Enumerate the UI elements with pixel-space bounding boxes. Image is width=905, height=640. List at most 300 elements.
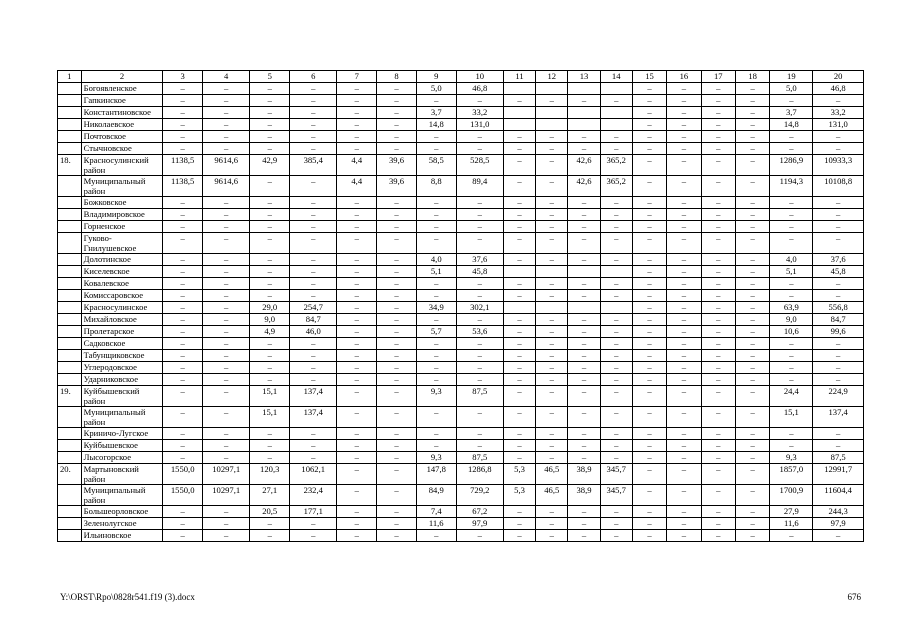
value-cell xyxy=(503,119,535,131)
value-cell: – xyxy=(813,350,864,362)
value-cell: – xyxy=(600,290,632,302)
value-cell: – xyxy=(163,83,203,95)
value-cell: – xyxy=(536,374,568,386)
row-name-cell: Лысогорское xyxy=(81,452,163,464)
value-cell: – xyxy=(735,440,769,452)
value-cell: – xyxy=(290,107,337,119)
value-cell: – xyxy=(813,221,864,233)
row-number-cell xyxy=(58,428,82,440)
value-cell: – xyxy=(667,302,701,314)
value-cell: – xyxy=(416,407,456,428)
value-cell: – xyxy=(163,143,203,155)
row-name-cell: Мартыновский район xyxy=(81,464,163,485)
value-cell: 15,1 xyxy=(250,386,290,407)
table-row xyxy=(58,155,864,176)
value-cell: – xyxy=(770,143,813,155)
value-cell: 15,1 xyxy=(250,407,290,428)
value-cell: – xyxy=(667,485,701,506)
value-cell: – xyxy=(250,95,290,107)
value-cell: 87,5 xyxy=(456,452,503,464)
row-number-cell xyxy=(58,440,82,452)
value-cell: – xyxy=(163,209,203,221)
value-cell: – xyxy=(632,155,666,176)
value-cell: – xyxy=(456,407,503,428)
table-row xyxy=(58,464,864,485)
value-cell: – xyxy=(337,278,377,290)
value-cell: – xyxy=(600,254,632,266)
value-cell: 4,0 xyxy=(770,254,813,266)
value-cell: – xyxy=(735,233,769,254)
row-number-cell xyxy=(58,176,82,197)
value-cell: – xyxy=(456,428,503,440)
value-cell: 9,3 xyxy=(416,386,456,407)
value-cell: – xyxy=(377,530,417,542)
value-cell: – xyxy=(503,338,535,350)
value-cell: – xyxy=(163,374,203,386)
value-cell: – xyxy=(701,95,735,107)
value-cell: 34,9 xyxy=(416,302,456,314)
value-cell: – xyxy=(203,338,250,350)
value-cell: – xyxy=(568,386,600,407)
value-cell: 67,2 xyxy=(456,506,503,518)
value-cell: 97,9 xyxy=(813,518,864,530)
value-cell: – xyxy=(632,143,666,155)
table-row xyxy=(58,326,864,338)
value-cell: – xyxy=(416,374,456,386)
value-cell: – xyxy=(377,428,417,440)
value-cell: – xyxy=(250,131,290,143)
row-number-cell xyxy=(58,407,82,428)
row-name-cell: Ильиновское xyxy=(81,530,163,542)
value-cell: – xyxy=(290,209,337,221)
value-cell: – xyxy=(203,131,250,143)
value-cell: – xyxy=(632,452,666,464)
column-header: 3 xyxy=(163,71,203,83)
table-row xyxy=(58,107,864,119)
value-cell: – xyxy=(735,428,769,440)
value-cell: – xyxy=(632,254,666,266)
value-cell: – xyxy=(600,374,632,386)
row-number-cell xyxy=(58,143,82,155)
value-cell: 99,6 xyxy=(813,326,864,338)
value-cell: – xyxy=(536,314,568,326)
value-cell: – xyxy=(632,374,666,386)
value-cell: – xyxy=(600,131,632,143)
column-header: 4 xyxy=(203,71,250,83)
value-cell: 84,9 xyxy=(416,485,456,506)
row-number-cell xyxy=(58,485,82,506)
value-cell: 5,0 xyxy=(416,83,456,95)
table-row xyxy=(58,233,864,254)
value-cell: – xyxy=(337,326,377,338)
value-cell xyxy=(568,302,600,314)
value-cell: – xyxy=(701,131,735,143)
value-cell: 131,0 xyxy=(456,119,503,131)
value-cell: – xyxy=(536,176,568,197)
value-cell: – xyxy=(600,338,632,350)
row-name-cell: Владимировское xyxy=(81,209,163,221)
row-name-cell: Муниципальный район xyxy=(81,407,163,428)
footer-file-path: Y:\ORST\Rpo\0828r541.f19 (3).docx xyxy=(60,592,195,602)
column-header: 20 xyxy=(813,71,864,83)
value-cell: – xyxy=(735,254,769,266)
value-cell: 12991,7 xyxy=(813,464,864,485)
row-number-cell xyxy=(58,254,82,266)
value-cell: 84,7 xyxy=(813,314,864,326)
value-cell: 8,8 xyxy=(416,176,456,197)
value-cell: – xyxy=(290,143,337,155)
value-cell: – xyxy=(735,485,769,506)
value-cell: 5,1 xyxy=(416,266,456,278)
value-cell: – xyxy=(416,197,456,209)
row-number-cell xyxy=(58,530,82,542)
value-cell: 232,4 xyxy=(290,485,337,506)
row-number-cell xyxy=(58,350,82,362)
value-cell: 729,2 xyxy=(456,485,503,506)
row-number-cell xyxy=(58,452,82,464)
value-cell: – xyxy=(701,506,735,518)
value-cell: 4,0 xyxy=(416,254,456,266)
value-cell: – xyxy=(701,530,735,542)
value-cell: – xyxy=(600,143,632,155)
row-number-cell xyxy=(58,107,82,119)
value-cell: – xyxy=(667,254,701,266)
value-cell: – xyxy=(735,326,769,338)
value-cell: – xyxy=(632,302,666,314)
value-cell: – xyxy=(632,338,666,350)
value-cell: – xyxy=(770,338,813,350)
value-cell: – xyxy=(163,362,203,374)
table-row xyxy=(58,452,864,464)
value-cell: – xyxy=(813,440,864,452)
table-row xyxy=(58,209,864,221)
value-cell: – xyxy=(337,254,377,266)
value-cell: – xyxy=(456,221,503,233)
value-cell: – xyxy=(568,374,600,386)
value-cell: – xyxy=(813,197,864,209)
value-cell: – xyxy=(377,485,417,506)
value-cell: – xyxy=(456,290,503,302)
value-cell xyxy=(600,83,632,95)
value-cell: – xyxy=(503,440,535,452)
value-cell: – xyxy=(770,350,813,362)
value-cell: 29,0 xyxy=(250,302,290,314)
data-table xyxy=(57,70,864,542)
value-cell: – xyxy=(250,209,290,221)
value-cell: – xyxy=(290,530,337,542)
value-cell: – xyxy=(735,131,769,143)
value-cell: 5,1 xyxy=(770,266,813,278)
value-cell: – xyxy=(250,176,290,197)
value-cell: – xyxy=(456,209,503,221)
row-name-cell: Красносулинское xyxy=(81,302,163,314)
value-cell: – xyxy=(377,464,417,485)
value-cell xyxy=(536,119,568,131)
value-cell: – xyxy=(667,83,701,95)
value-cell: – xyxy=(770,209,813,221)
value-cell: 3,7 xyxy=(770,107,813,119)
value-cell: – xyxy=(632,266,666,278)
value-cell: – xyxy=(735,530,769,542)
value-cell: – xyxy=(456,362,503,374)
value-cell: 46,5 xyxy=(536,485,568,506)
value-cell: – xyxy=(163,386,203,407)
value-cell: – xyxy=(770,233,813,254)
value-cell: 37,6 xyxy=(456,254,503,266)
value-cell: 11,6 xyxy=(416,518,456,530)
value-cell: – xyxy=(337,143,377,155)
value-cell: 14,8 xyxy=(416,119,456,131)
value-cell: – xyxy=(632,107,666,119)
value-cell: 45,8 xyxy=(813,266,864,278)
value-cell: – xyxy=(600,209,632,221)
value-cell: – xyxy=(536,290,568,302)
value-cell: – xyxy=(701,143,735,155)
value-cell: – xyxy=(667,338,701,350)
value-cell: 137,4 xyxy=(290,407,337,428)
value-cell: – xyxy=(632,119,666,131)
value-cell: 27,9 xyxy=(770,506,813,518)
table-row xyxy=(58,338,864,350)
value-cell: 24,4 xyxy=(770,386,813,407)
value-cell: – xyxy=(632,314,666,326)
value-cell: – xyxy=(337,302,377,314)
value-cell: – xyxy=(416,362,456,374)
value-cell: – xyxy=(203,518,250,530)
value-cell: 1138,5 xyxy=(163,155,203,176)
row-number-cell xyxy=(58,338,82,350)
value-cell: – xyxy=(600,197,632,209)
value-cell: 10,6 xyxy=(770,326,813,338)
table-row xyxy=(58,386,864,407)
value-cell: – xyxy=(416,290,456,302)
value-cell: – xyxy=(290,350,337,362)
row-name-cell: Почтовское xyxy=(81,131,163,143)
value-cell: – xyxy=(813,209,864,221)
value-cell: – xyxy=(632,95,666,107)
value-cell: – xyxy=(377,278,417,290)
value-cell: – xyxy=(813,338,864,350)
value-cell: – xyxy=(568,326,600,338)
value-cell: – xyxy=(250,362,290,374)
value-cell: – xyxy=(813,374,864,386)
value-cell: – xyxy=(203,452,250,464)
value-cell xyxy=(568,107,600,119)
value-cell: – xyxy=(735,302,769,314)
value-cell: – xyxy=(667,95,701,107)
value-cell: 345,7 xyxy=(600,464,632,485)
row-name-cell: Куйбышевский район xyxy=(81,386,163,407)
value-cell: – xyxy=(163,233,203,254)
value-cell: – xyxy=(163,440,203,452)
value-cell: – xyxy=(536,209,568,221)
value-cell: – xyxy=(503,518,535,530)
value-cell: – xyxy=(416,440,456,452)
table-row xyxy=(58,374,864,386)
value-cell: – xyxy=(536,278,568,290)
value-cell: – xyxy=(250,254,290,266)
value-cell: – xyxy=(163,530,203,542)
value-cell: – xyxy=(701,314,735,326)
value-cell: 177,1 xyxy=(290,506,337,518)
table-row xyxy=(58,143,864,155)
table-row xyxy=(58,197,864,209)
value-cell: – xyxy=(667,176,701,197)
value-cell: – xyxy=(337,209,377,221)
value-cell: – xyxy=(632,350,666,362)
value-cell: 84,7 xyxy=(290,314,337,326)
column-header: 18 xyxy=(735,71,769,83)
value-cell: – xyxy=(337,440,377,452)
value-cell: – xyxy=(377,518,417,530)
value-cell: – xyxy=(456,233,503,254)
value-cell: – xyxy=(536,338,568,350)
value-cell: – xyxy=(632,362,666,374)
value-cell: – xyxy=(203,278,250,290)
value-cell: – xyxy=(568,530,600,542)
value-cell: – xyxy=(337,362,377,374)
value-cell: – xyxy=(568,131,600,143)
value-cell: – xyxy=(632,464,666,485)
value-cell: – xyxy=(163,290,203,302)
value-cell: – xyxy=(416,95,456,107)
value-cell: – xyxy=(701,350,735,362)
value-cell: – xyxy=(377,338,417,350)
row-number-cell xyxy=(58,209,82,221)
row-name-cell: Богоявленское xyxy=(81,83,163,95)
value-cell: 89,4 xyxy=(456,176,503,197)
value-cell: – xyxy=(503,530,535,542)
column-header: 12 xyxy=(536,71,568,83)
value-cell: – xyxy=(416,350,456,362)
value-cell: – xyxy=(456,131,503,143)
value-cell: – xyxy=(813,428,864,440)
value-cell: – xyxy=(250,83,290,95)
value-cell: – xyxy=(568,506,600,518)
value-cell: 244,3 xyxy=(813,506,864,518)
value-cell: – xyxy=(701,326,735,338)
value-cell: – xyxy=(701,278,735,290)
value-cell: – xyxy=(536,326,568,338)
value-cell: – xyxy=(770,440,813,452)
value-cell: 5,0 xyxy=(770,83,813,95)
value-cell: – xyxy=(536,428,568,440)
value-cell: – xyxy=(770,530,813,542)
value-cell: – xyxy=(813,290,864,302)
value-cell: – xyxy=(667,326,701,338)
value-cell: – xyxy=(203,440,250,452)
value-cell: – xyxy=(503,254,535,266)
value-cell: – xyxy=(377,107,417,119)
value-cell: – xyxy=(290,221,337,233)
value-cell xyxy=(503,107,535,119)
value-cell: – xyxy=(416,278,456,290)
value-cell: – xyxy=(377,221,417,233)
value-cell: – xyxy=(600,278,632,290)
row-number-cell: 20. xyxy=(58,464,82,485)
value-cell: – xyxy=(203,428,250,440)
value-cell: – xyxy=(701,119,735,131)
value-cell: – xyxy=(456,197,503,209)
value-cell: – xyxy=(290,233,337,254)
value-cell: – xyxy=(632,428,666,440)
value-cell: – xyxy=(667,350,701,362)
row-name-cell: Табунщиковское xyxy=(81,350,163,362)
row-name-cell: Долотинское xyxy=(81,254,163,266)
value-cell: – xyxy=(203,350,250,362)
value-cell: – xyxy=(568,314,600,326)
value-cell xyxy=(568,119,600,131)
value-cell: – xyxy=(536,362,568,374)
value-cell: 20,5 xyxy=(250,506,290,518)
value-cell: – xyxy=(203,119,250,131)
value-cell: – xyxy=(163,518,203,530)
row-number-cell xyxy=(58,266,82,278)
value-cell: – xyxy=(667,197,701,209)
value-cell: – xyxy=(701,452,735,464)
value-cell: – xyxy=(377,506,417,518)
value-cell: 1138,5 xyxy=(163,176,203,197)
value-cell: – xyxy=(163,302,203,314)
value-cell: – xyxy=(667,314,701,326)
value-cell: – xyxy=(600,350,632,362)
value-cell: 42,6 xyxy=(568,155,600,176)
value-cell: – xyxy=(667,374,701,386)
value-cell: – xyxy=(203,209,250,221)
value-cell: – xyxy=(456,95,503,107)
value-cell: – xyxy=(600,314,632,326)
value-cell: – xyxy=(701,176,735,197)
value-cell: – xyxy=(203,374,250,386)
row-number-cell: 18. xyxy=(58,155,82,176)
value-cell: – xyxy=(813,530,864,542)
row-name-cell: Гапкинское xyxy=(81,95,163,107)
row-number-cell xyxy=(58,362,82,374)
value-cell: – xyxy=(536,155,568,176)
value-cell xyxy=(600,119,632,131)
table-row xyxy=(58,440,864,452)
value-cell: – xyxy=(536,452,568,464)
column-header: 7 xyxy=(337,71,377,83)
value-cell: – xyxy=(701,440,735,452)
value-cell: 42,9 xyxy=(250,155,290,176)
table-row xyxy=(58,428,864,440)
value-cell: 46,8 xyxy=(813,83,864,95)
value-cell: – xyxy=(568,440,600,452)
column-header: 15 xyxy=(632,71,666,83)
value-cell: – xyxy=(536,350,568,362)
value-cell: – xyxy=(377,452,417,464)
value-cell: – xyxy=(203,143,250,155)
value-cell: 14,8 xyxy=(770,119,813,131)
value-cell: – xyxy=(456,278,503,290)
value-cell: 137,4 xyxy=(813,407,864,428)
row-name-cell: Михайловское xyxy=(81,314,163,326)
value-cell: – xyxy=(568,290,600,302)
value-cell: – xyxy=(632,197,666,209)
value-cell: – xyxy=(667,440,701,452)
value-cell: – xyxy=(250,452,290,464)
value-cell: 33,2 xyxy=(456,107,503,119)
value-cell: – xyxy=(456,350,503,362)
value-cell: 39,6 xyxy=(377,155,417,176)
table-row xyxy=(58,530,864,542)
value-cell: – xyxy=(250,374,290,386)
value-cell: – xyxy=(290,428,337,440)
value-cell: – xyxy=(163,350,203,362)
value-cell: – xyxy=(503,221,535,233)
value-cell: – xyxy=(568,221,600,233)
